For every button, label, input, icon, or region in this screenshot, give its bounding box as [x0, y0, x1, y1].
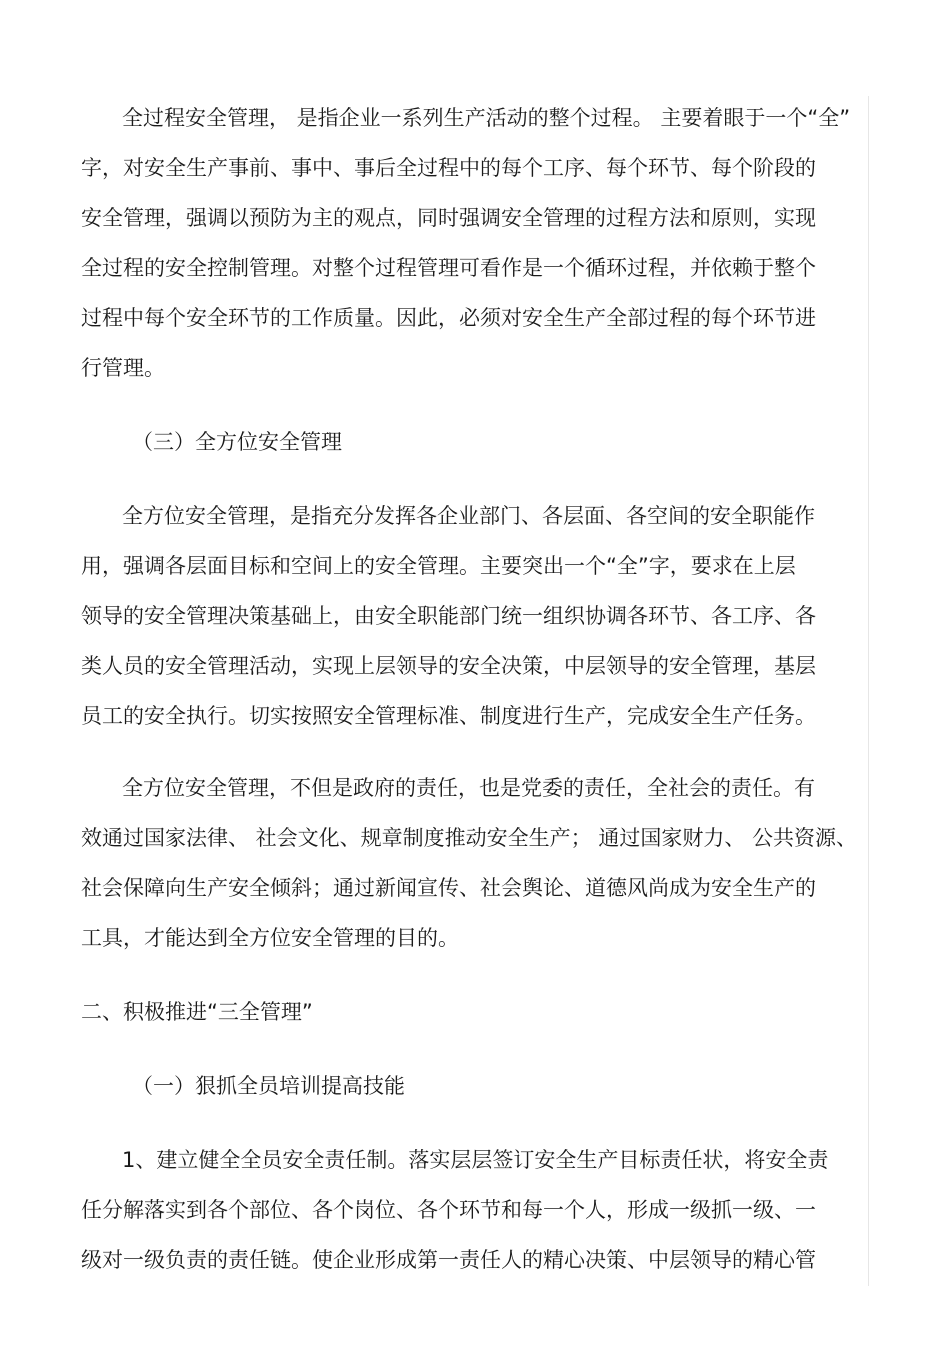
text-line: 安全管理，强调以预防为主的观点，同时强调安全管理的过程方法和原则，实现 [81, 206, 816, 230]
text-line: 字，对安全生产事前、事中、事后全过程中的每个工序、每个环节、每个阶段的 [81, 156, 816, 180]
spacer [81, 1116, 871, 1140]
text-line: 全方位安全管理，是指充分发挥各企业部门、各层面、各空间的安全职能作 [122, 504, 815, 528]
text-line: 员工的安全执行。切实按照安全管理标准、制度进行生产，完成安全生产任务。 [81, 704, 816, 728]
spacer [81, 398, 871, 422]
spacer [81, 746, 871, 768]
text-line: 类人员的安全管理活动，实现上层领导的安全决策，中层领导的安全管理，基层 [81, 654, 816, 678]
text-line: 社会保障向生产安全倾斜；通过新闻宣传、社会舆论、道德风尚成为安全生产的 [81, 876, 816, 900]
paragraph-all-directions-definition [81, 496, 871, 746]
text-line: 过程中每个安全环节的工作质量。因此，必须对安全生产全部过程的每个环节进 [81, 306, 816, 330]
text-line: 领导的安全管理决策基础上，由安全职能部门统一组织协调各环节、各工序、各 [81, 604, 816, 628]
text-line: 行管理。 [81, 356, 165, 380]
section-heading: 二、积极推进“三全管理” [81, 1000, 313, 1024]
paragraph-whole-process [81, 98, 871, 398]
text-line: 任分解落实到各个部位、各个岗位、各个环节和每一个人，形成一级抓一级、一 [81, 1198, 816, 1222]
paragraph-responsibility-system [81, 1140, 871, 1290]
paragraph-all-directions-responsibility [81, 768, 871, 968]
text-line: 全过程的安全控制管理。对整个过程管理可看作是一个循环过程，并依赖于整个 [81, 256, 816, 280]
text-line: 级对一级负责的责任链。使企业形成第一责任人的精心决策、中层领导的精心管 [81, 1248, 816, 1272]
text-line: 全过程安全管理， 是指企业一系列生产活动的整个过程。 主要着眼于一个“全” [122, 106, 851, 130]
text-line: 工具，才能达到全方位安全管理的目的。 [81, 926, 459, 950]
spacer [81, 472, 871, 496]
text-line: 全方位安全管理，不但是政府的责任，也是党委的责任，全社会的责任。有 [122, 776, 815, 800]
spacer [81, 968, 871, 992]
spacer [81, 1042, 871, 1066]
subheading-staff-training: （一）狠抓全员培训提高技能 [132, 1074, 405, 1098]
text-line: 1、建立健全全员安全责任制。落实层层签订安全生产目标责任状，将安全责 [122, 1148, 829, 1172]
text-line: 用，强调各层面目标和空间上的安全管理。主要突出一个“全”字，要求在上层 [81, 554, 796, 578]
document-body [81, 98, 871, 1290]
subheading-all-directions: （三）全方位安全管理 [132, 430, 342, 454]
text-line: 效通过国家法律、 社会文化、规章制度推动安全生产； 通过国家财力、 公共资源、 [81, 826, 858, 850]
